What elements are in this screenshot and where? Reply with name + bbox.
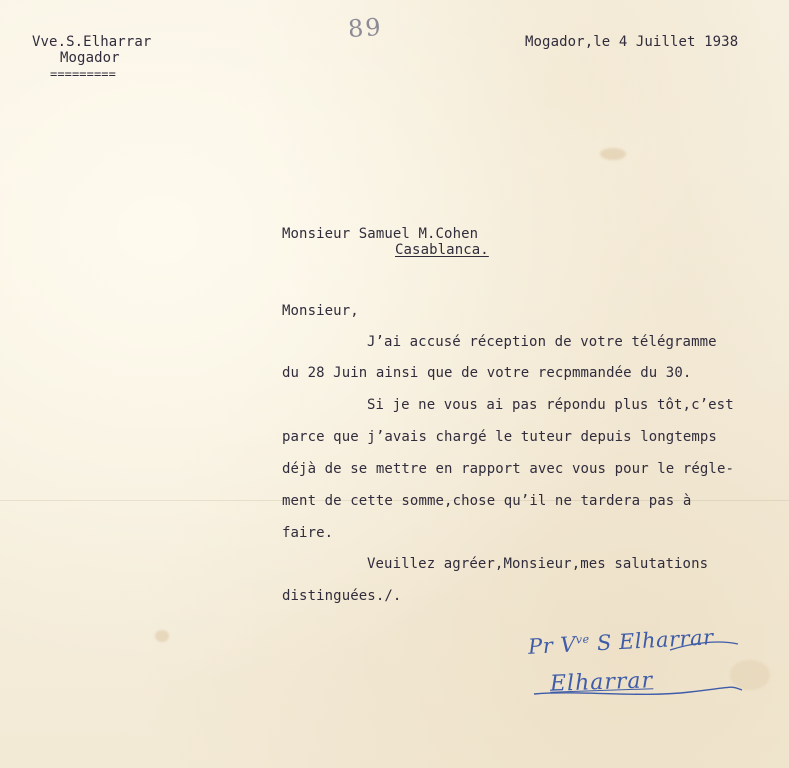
signature-line-1: Pr $V^{ve}$ S Elharrar: [527, 625, 715, 659]
sender-rule: =========: [50, 67, 116, 81]
pencil-page-number: 89: [347, 12, 384, 44]
body-line: faire.: [282, 525, 334, 541]
recipient-city: Casablanca.: [395, 242, 489, 258]
body-line: du 28 Juin ainsi que de votre recpmmandée du 30.: [282, 365, 692, 381]
salutation: Monsieur,: [282, 303, 359, 319]
body-line: distinguées./.: [282, 588, 402, 604]
dateline: Mogador,le 4 Juillet 1938: [525, 34, 739, 50]
signature-flourish-icon: [520, 620, 760, 710]
body-line: parce que j’avais chargé le tuteur depuis longtemps: [282, 429, 717, 445]
sender-city: Mogador: [60, 50, 120, 66]
body-line: Veuillez agréer,Monsieur,mes salutations: [367, 556, 709, 572]
handwritten-signature: [520, 620, 760, 710]
recipient-name: Monsieur Samuel M.Cohen: [282, 226, 479, 242]
body-line: J’ai accusé réception de votre télégramme: [367, 334, 717, 350]
paper-stain: [155, 630, 169, 642]
paper-stain: [600, 148, 626, 160]
body-line: déjà de se mettre en rapport avec vous pour le régle-: [282, 461, 735, 477]
signature-line-2: Elharrar: [549, 668, 654, 697]
body-line: Si je ne vous ai pas répondu plus tôt,c’est: [367, 397, 734, 413]
sender-name: Vve.S.Elharrar: [32, 34, 152, 50]
body-line: ment de cette somme,chose qu’il ne tardera pas à: [282, 493, 692, 509]
